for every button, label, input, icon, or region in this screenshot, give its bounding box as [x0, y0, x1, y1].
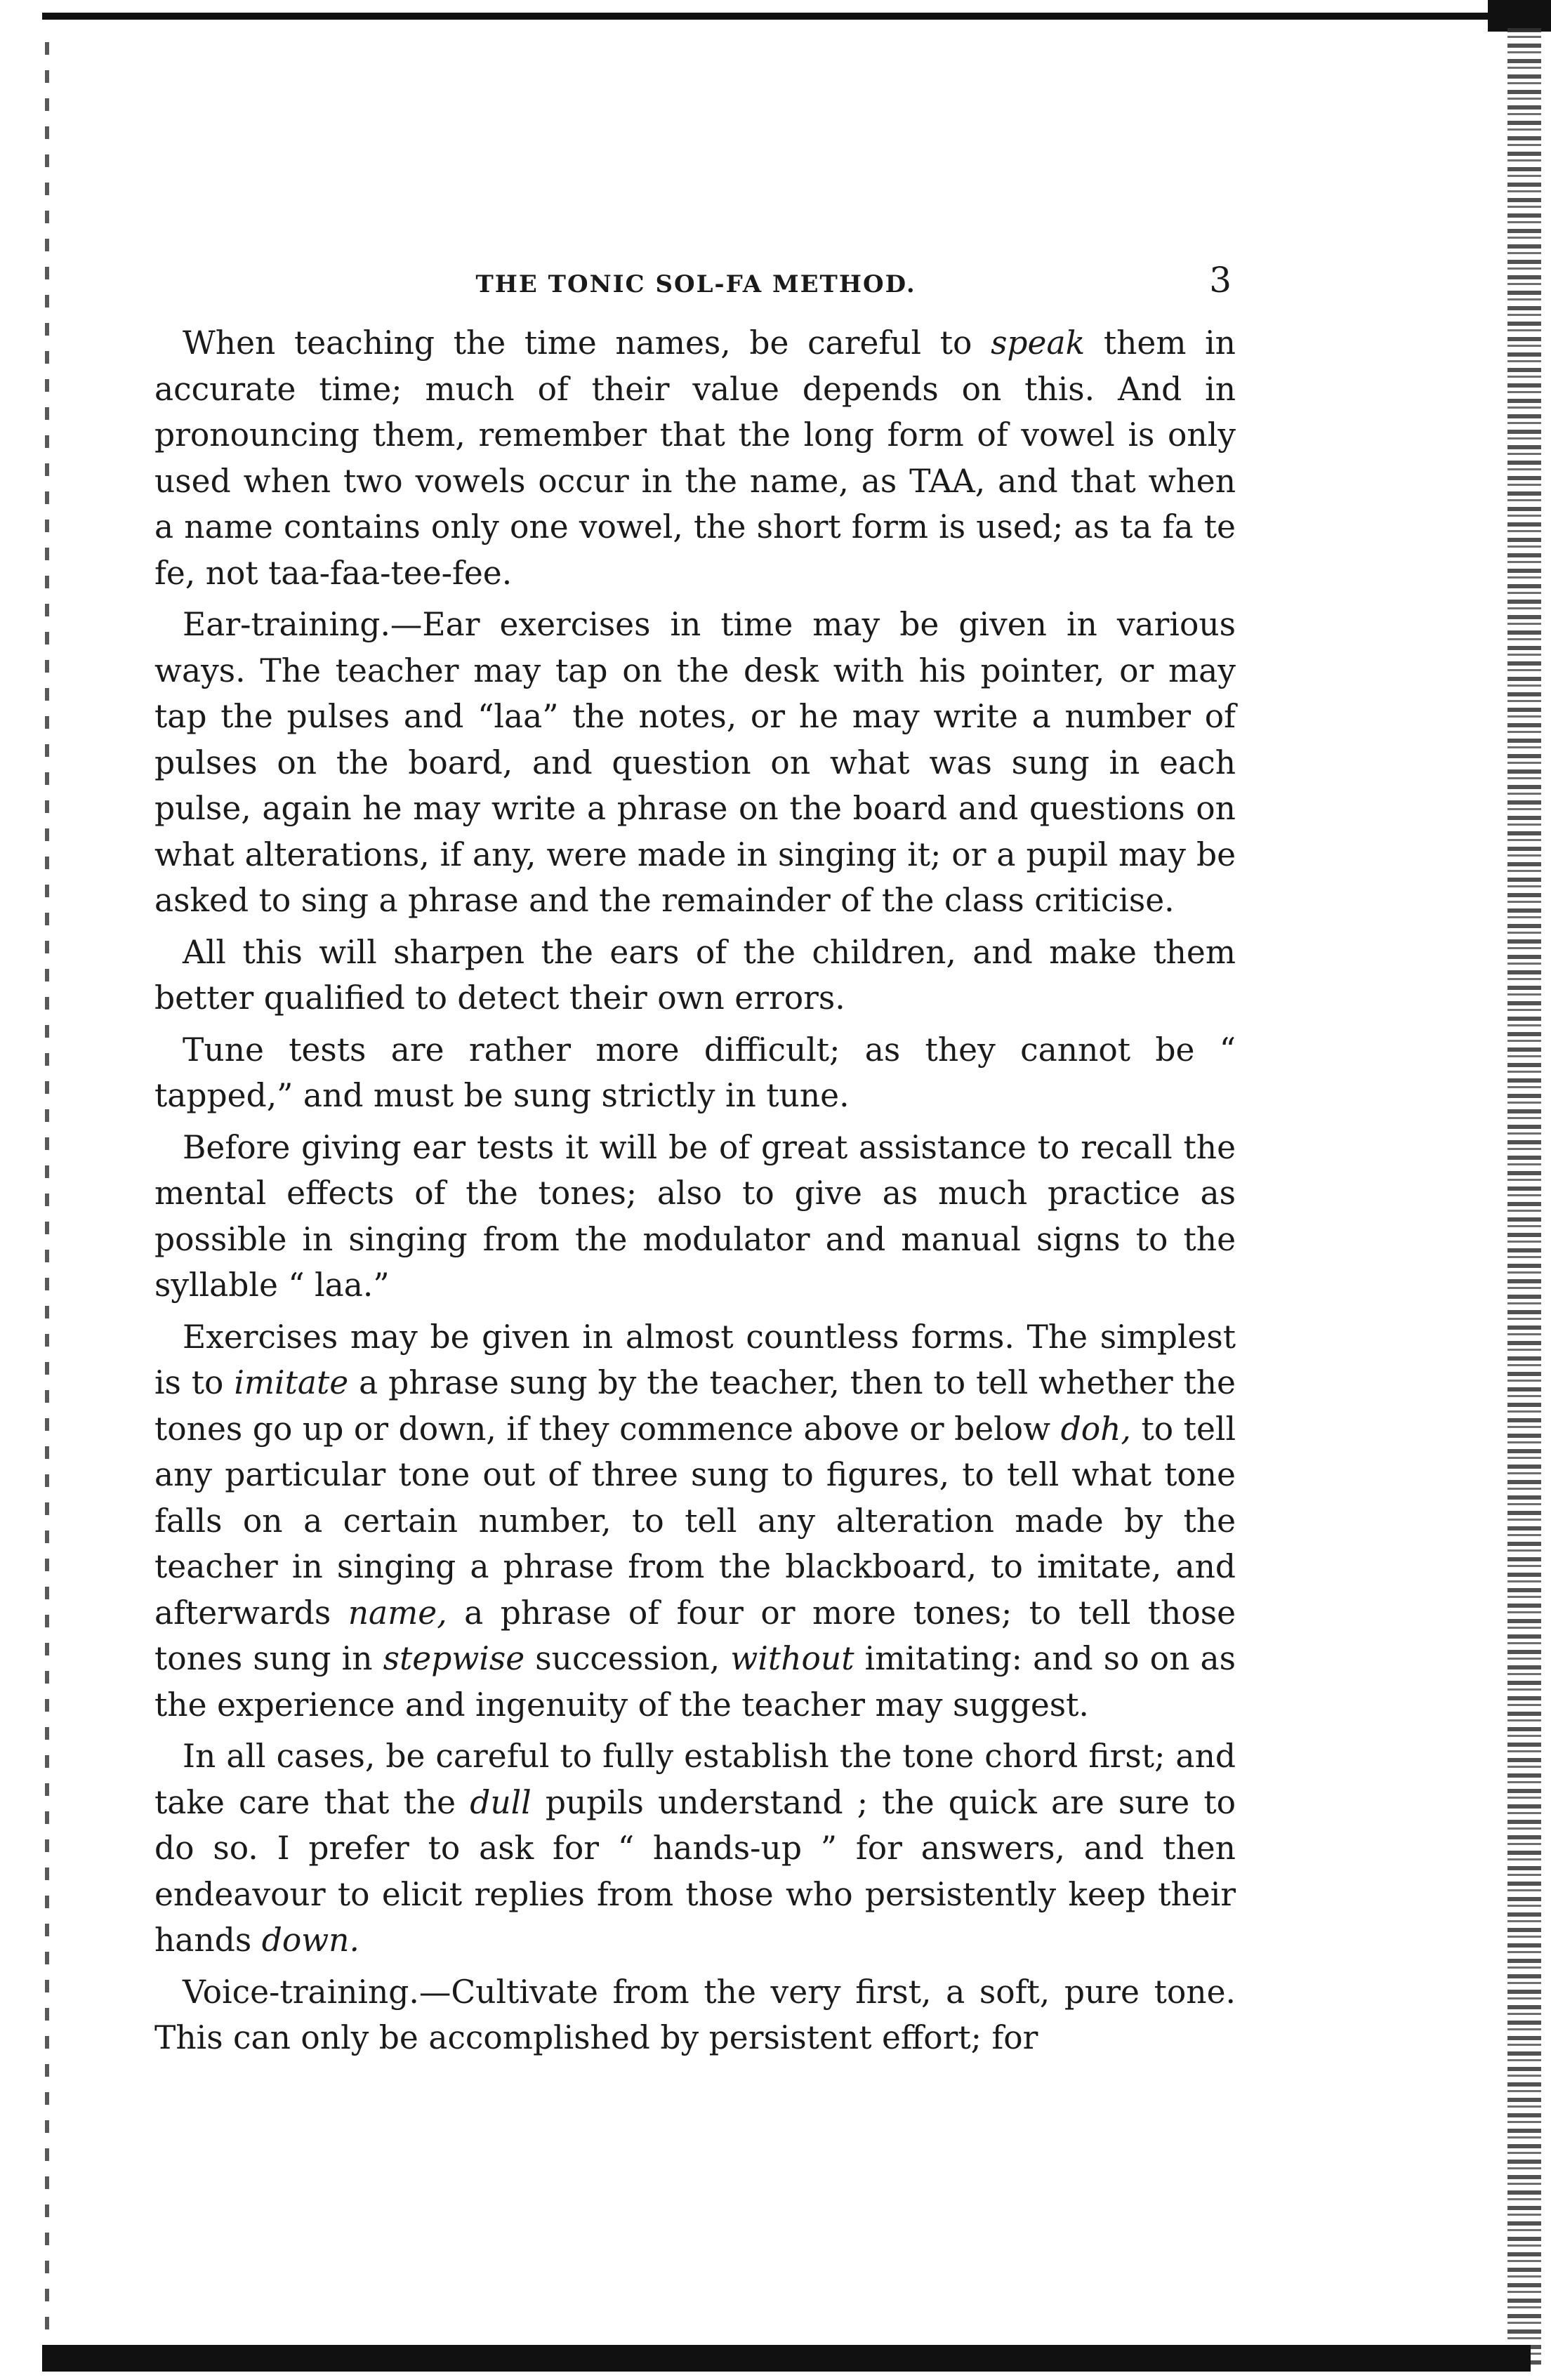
italic-span: stepwise: [383, 1640, 525, 1677]
italic-span: name,: [348, 1594, 447, 1632]
italic-span: down.: [261, 1922, 359, 1959]
italic-span: imitate: [234, 1364, 349, 1401]
text-span: imitating: and so on as the experience and ingenuity of the teacher may suggest.: [154, 1640, 1236, 1724]
paragraph-exercises: [154, 1314, 1236, 1728]
paragraph-time-names: [154, 320, 1236, 596]
text-span: Exercises may be given in almost countless forms. The simplest is to: [154, 1318, 1236, 1401]
scan-top-border: [42, 13, 1503, 20]
paragraph-ear-training: Ear-training.—Ear exercises in time may be given in various ways. The teacher may tap on the desk with his pointer, or may tap the pulses and “laa” the notes, or he may write a number of pulses on the board, and question on what was sung in each pulse, again he may write a phrase on the board and questions on what alterations, if any, were made in singing it; or a pupil may be asked to sing a phrase and the remainder of the class criticise.: [154, 606, 1236, 919]
paragraph-tune-tests: Tune tests are rather more difficult; as they cannot be “ tapped,” and must be sung strictly in tune.: [154, 1031, 1236, 1114]
text-span: succession,: [524, 1640, 731, 1677]
paragraph-voice-training: Voice-training.—Cultivate from the very first, a soft, pure tone. This can only be accomplished by persistent effort; for: [154, 1973, 1236, 2056]
italic-span: dull: [470, 1783, 532, 1821]
scan-top-right-corner: [1488, 0, 1551, 32]
page-number: 3: [1209, 260, 1232, 300]
text-span: them in accurate time; much of their value depends on this. And in pronouncing them, remember that the long form of vowel is only used when two vowels occur in the name, as TAA, and that when a name contains only one vowel, the short form is used; as ta fa te fe, not taa-faa-tee-fee.: [154, 324, 1236, 592]
running-title: THE TONIC SOL-FA METHOD.: [475, 270, 916, 298]
italic-span: doh,: [1060, 1410, 1131, 1448]
text-span: a phrase sung by the teacher, then to tell whether the tones go up or down, if they commence above or below: [154, 1364, 1236, 1448]
italic-span: without: [730, 1640, 854, 1677]
running-head: [154, 260, 1236, 300]
paragraph-all-cases: [154, 1733, 1236, 1964]
text-span: to tell any particular tone out of three sung to figures, to tell what tone falls on a certain number, to tell any alteration made by the teacher in singing a phrase from the blackboard, to imitate, and afterwards: [154, 1410, 1236, 1632]
scan-right-edge: [1507, 28, 1541, 2366]
text-span: In all cases, be careful to fully establish the tone chord first; and take care that the: [154, 1738, 1236, 1821]
paragraph-before-ear-tests: Before giving ear tests it will be of great assistance to recall the mental effects of the tones; also to give as much practice as possible in singing from the modulator and manual signs to the syllable “ laa.”: [154, 1128, 1236, 1304]
italic-span: speak: [991, 324, 1085, 362]
text-span: a phrase of four or more tones; to tell those tones sung in: [154, 1594, 1236, 1677]
scan-left-gutter: [45, 42, 49, 2338]
text-span: pupils understand ; the quick are sure to do so. I prefer to ask for “ hands-up ” for answers, and then endeavour to elicit replies from those who persistently keep their hands: [154, 1783, 1236, 1959]
paragraph-sharpen-ears: All this will sharpen the ears of the children, and make them better qualified to detect their own errors.: [154, 933, 1236, 1017]
book-page: [154, 260, 1236, 2067]
scan-bottom-border: [42, 2345, 1531, 2372]
text-span: When teaching the time names, be careful to: [183, 324, 991, 362]
